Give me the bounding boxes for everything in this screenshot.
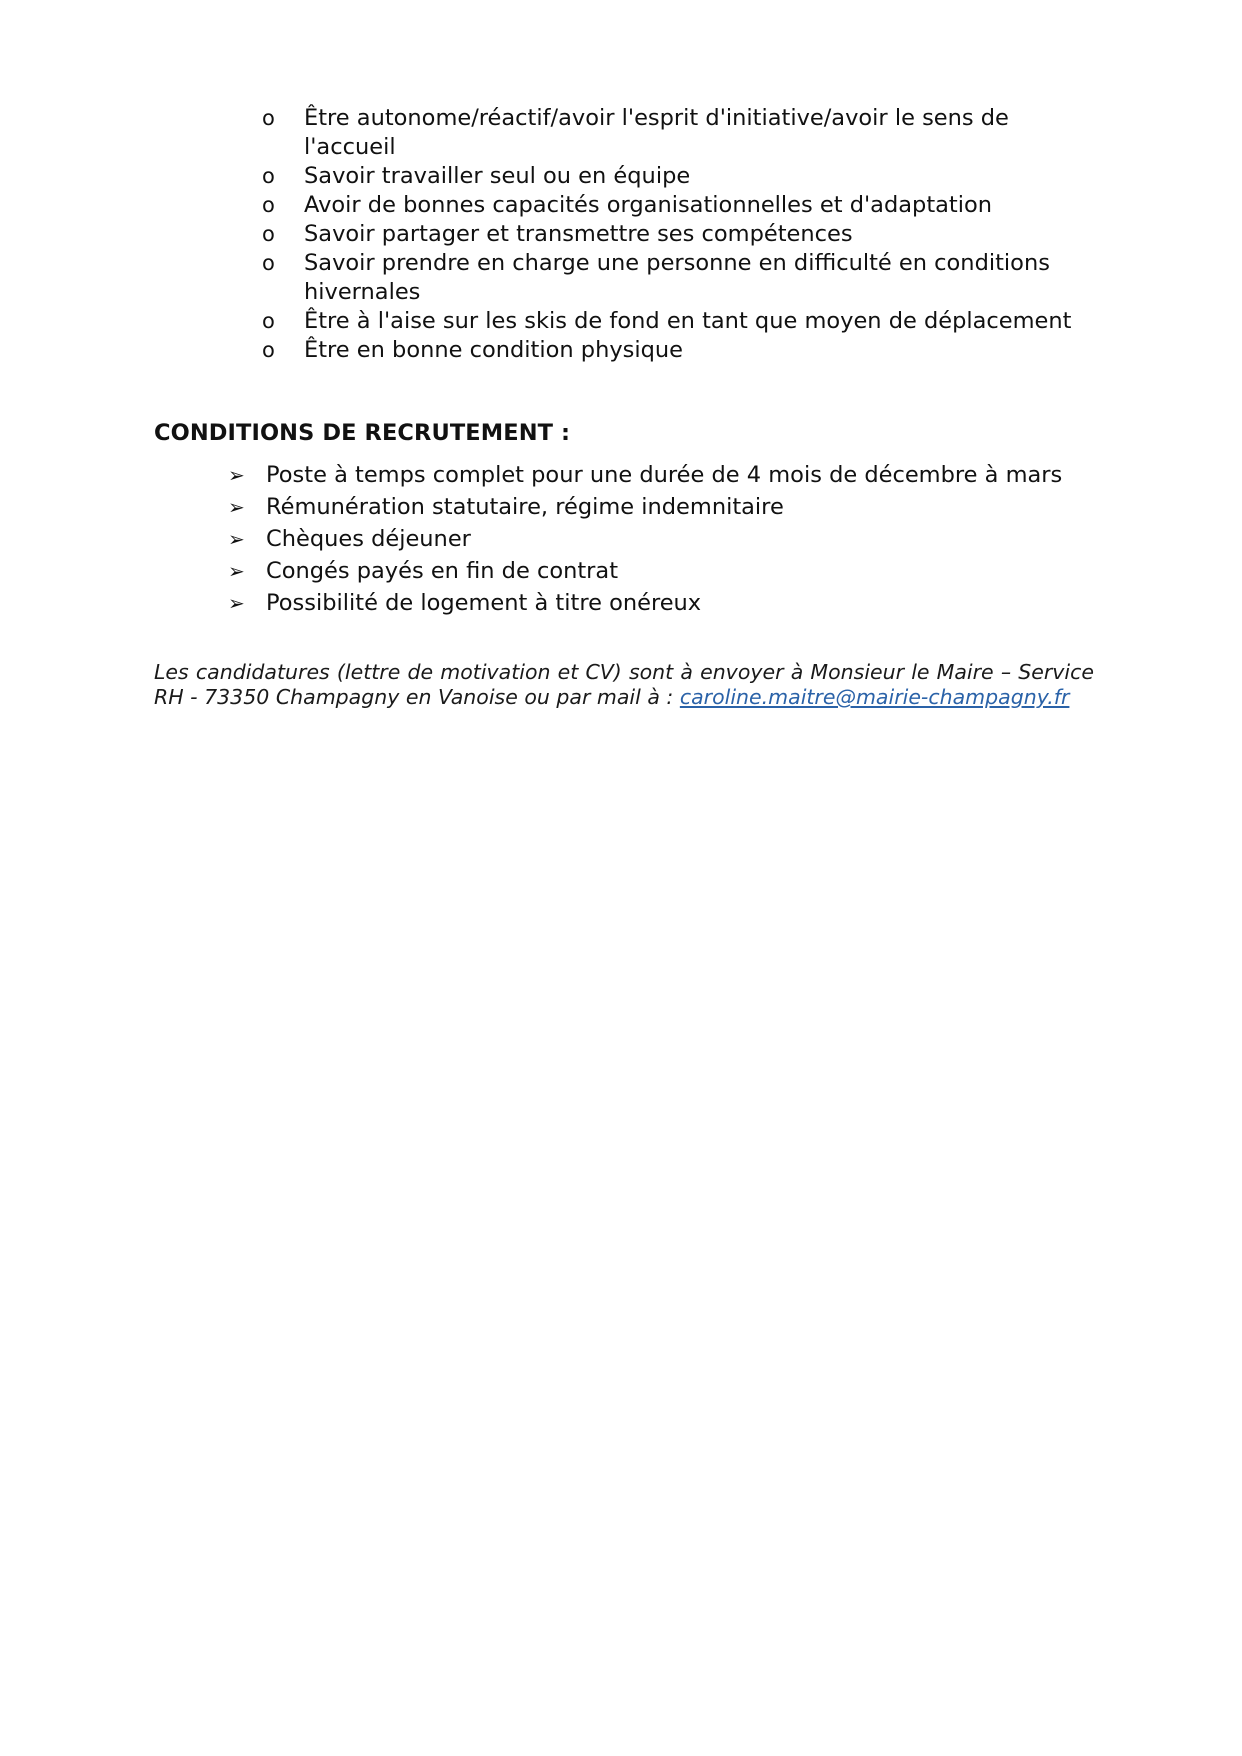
list-item [262,220,1092,249]
arrow-bullet-icon: ➢ [228,463,245,487]
arrow-bullet-icon: ➢ [228,495,245,519]
skill-text: Savoir travailler seul ou en équipe [304,163,691,189]
email-link[interactable]: caroline.maitre@mairie-champagny.fr [679,685,1070,709]
conditions-heading: CONDITIONS DE RECRUTEMENT : [154,420,571,446]
arrow-bullet-icon: ➢ [228,527,245,551]
list-item [226,555,1106,587]
circle-bullet-icon: o [262,309,275,333]
list-item [262,336,1092,365]
list-item [262,191,1092,220]
circle-bullet-icon: o [262,338,275,362]
skill-text: Être autonome/réactif/avoir l'esprit d'initiative/avoir le sens de l'accueil [304,105,1009,160]
conditions-list [226,459,1106,619]
condition-text: Rémunération statutaire, régime indemnitaire [266,494,784,520]
list-item [226,587,1106,619]
circle-bullet-icon: o [262,193,275,217]
skill-text: Être en bonne condition physique [304,337,684,363]
arrow-bullet-icon: ➢ [228,591,245,615]
skills-list [262,104,1092,365]
application-text: Les candidatures (lettre de motivation et CV) sont à envoyer à Monsieur le Maire – Service RH - 73350 Champagny en Vanoise ou par mail à : [154,660,1094,709]
application-instructions [154,660,1094,710]
arrow-bullet-icon: ➢ [228,559,245,583]
list-item [262,249,1092,307]
condition-text: Poste à temps complet pour une durée de 4 mois de décembre à mars [266,462,1063,488]
condition-text: Possibilité de logement à titre onéreux [266,590,702,616]
skill-text: Être à l'aise sur les skis de fond en tant que moyen de déplacement [304,308,1072,334]
condition-text: Chèques déjeuner [266,526,471,552]
circle-bullet-icon: o [262,106,275,130]
list-item [262,307,1092,336]
condition-text: Congés payés en fin de contrat [266,558,619,584]
circle-bullet-icon: o [262,251,275,275]
circle-bullet-icon: o [262,222,275,246]
list-item [226,491,1106,523]
list-item [226,523,1106,555]
skill-text: Savoir prendre en charge une personne en difficulté en conditions hivernales [304,250,1050,305]
skill-text: Savoir partager et transmettre ses compétences [304,221,853,247]
skill-text: Avoir de bonnes capacités organisationnelles et d'adaptation [304,192,993,218]
list-item [262,162,1092,191]
list-item [262,104,1092,162]
circle-bullet-icon: o [262,164,275,188]
list-item [226,459,1106,491]
